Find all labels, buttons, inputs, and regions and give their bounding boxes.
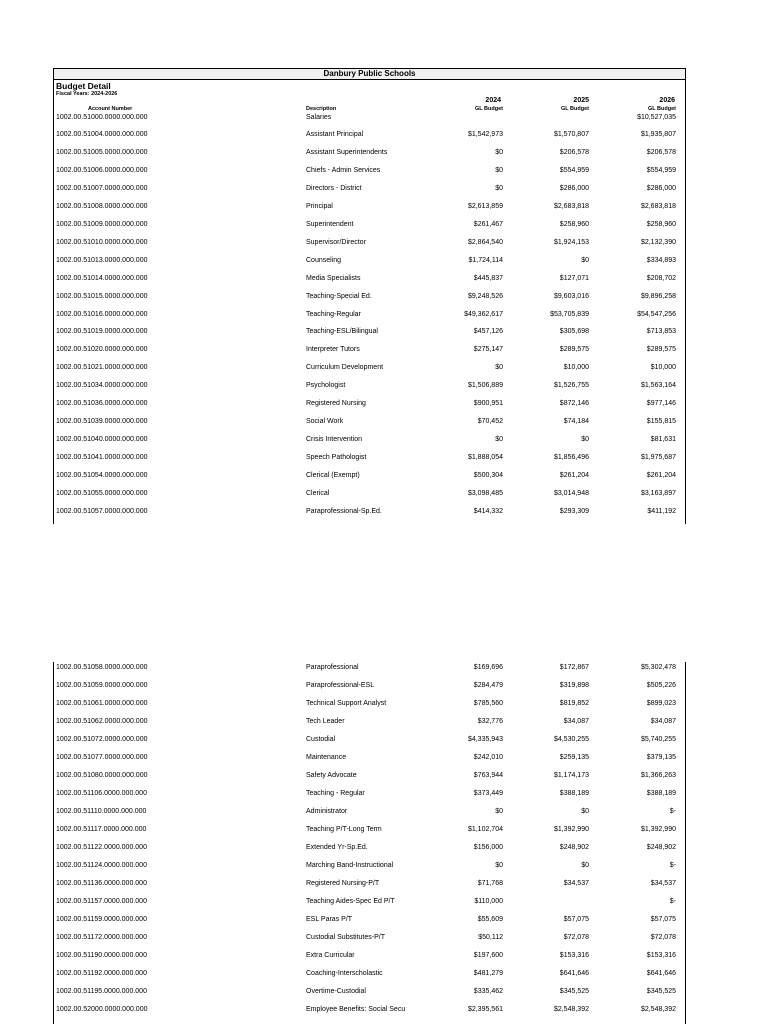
account-number-cell: 1002.00.51008.0000.000.000 xyxy=(56,202,148,210)
table-row xyxy=(54,148,685,158)
gl-budget-2025-cell: $34,537 xyxy=(563,880,589,887)
description-cell: Administrator xyxy=(306,808,348,815)
gl-budget-2025-cell: $2,683,818 xyxy=(553,202,589,210)
description-cell: Registered Nursing xyxy=(306,400,366,408)
report-page-2 xyxy=(53,662,686,1024)
account-number-cell: 1002.00.51122.0000.000.000 xyxy=(56,844,147,851)
table-row xyxy=(54,310,685,320)
account-number-cell: 1002.00.51005.0000.000.000 xyxy=(56,148,148,156)
gl-budget-2025-cell: $289,575 xyxy=(559,346,589,354)
gl-budget-2024-cell: $900,951 xyxy=(473,400,503,408)
gl-budget-2025-cell: $3,014,948 xyxy=(553,490,589,497)
account-number-cell: 1002.00.51004.0000.000.000 xyxy=(56,131,148,138)
gl-budget-2026-cell: $388,189 xyxy=(646,790,676,797)
report-title: Budget Detail xyxy=(56,81,111,91)
gl-budget-2024-cell: $4,335,943 xyxy=(467,736,503,743)
gl-budget-2024-cell: $55,609 xyxy=(477,916,503,923)
gl-budget-2025-cell: $1,392,990 xyxy=(553,826,589,833)
gl-budget-2025-cell: $4,530,255 xyxy=(553,736,589,743)
year-2025-header: 2025 xyxy=(573,97,589,104)
gl-budget-2026-cell: $10,527,035 xyxy=(637,114,676,121)
table-row xyxy=(54,861,685,871)
account-number-cell: 1002.00.51039.0000.000.000 xyxy=(56,418,148,426)
description-cell: Teaching-Regular xyxy=(306,310,361,318)
table-row xyxy=(54,274,685,284)
account-number-cell: 1002.00.51019.0000.000.000 xyxy=(56,328,148,336)
description-cell: Chiefs - Admin Services xyxy=(306,166,381,174)
table-row xyxy=(54,753,685,763)
account-number-cell: 1002.00.51010.0000.000.000 xyxy=(56,238,148,246)
gl-budget-2026-cell: $5,740,255 xyxy=(640,736,676,743)
description-cell: Salaries xyxy=(306,114,332,121)
description-cell: Teaching Aides-Spec Ed P/T xyxy=(306,898,395,905)
account-number-cell: 1002.00.51054.0000.000.000 xyxy=(56,472,148,480)
gl-budget-2026-cell: $248,902 xyxy=(646,844,676,851)
description-cell: Registered Nursing-P/T xyxy=(306,880,380,887)
account-number-cell: 1002.00.51136.0000.000.000 xyxy=(56,880,147,887)
gl-budget-2025-cell: $305,698 xyxy=(559,328,589,336)
table-row xyxy=(54,663,685,673)
description-cell: Teaching P/T-Long Term xyxy=(306,826,382,833)
description-cell: Crisis Intervention xyxy=(306,436,363,444)
table-row xyxy=(54,113,685,123)
table-row xyxy=(54,166,685,176)
table-row xyxy=(54,220,685,230)
gl-budget-2025-cell: $127,071 xyxy=(559,274,589,282)
gl-budget-2025-cell: $1,570,807 xyxy=(553,131,589,138)
gl-budget-2024-cell: $457,126 xyxy=(473,328,503,336)
gl-budget-2025-cell: $286,000 xyxy=(559,184,589,192)
gl-budget-2025-cell: $259,135 xyxy=(559,754,589,761)
table-row xyxy=(54,879,685,889)
gl-budget-2025-cell: $9,603,016 xyxy=(553,292,589,300)
gl-budget-2026-cell: $554,959 xyxy=(646,166,676,174)
description-cell: Social Work xyxy=(306,418,344,426)
description-cell: Directors - District xyxy=(306,184,362,192)
description-cell: Clerical (Exempt) xyxy=(306,472,360,480)
table-row xyxy=(54,933,685,943)
table-row xyxy=(54,951,685,961)
account-number-cell: 1002.00.51040.0000.000.000 xyxy=(56,436,148,444)
account-number-cell: 1002.00.51014.0000.000.000 xyxy=(56,274,148,282)
account-number-cell: 1002.00.51007.0000.000.000 xyxy=(56,184,148,192)
gl-budget-2025-cell: $10,000 xyxy=(563,364,589,372)
account-number-cell: 1002.00.51055.0000.000.000 xyxy=(56,490,148,497)
description-cell: Media Specialists xyxy=(306,274,361,282)
fiscal-years-label: Fiscal Years: 2024-2026 xyxy=(56,91,118,97)
account-number-cell: 1002.00.51016.0000.000.000 xyxy=(56,310,148,318)
gl-budget-2025-cell: $261,204 xyxy=(559,472,589,480)
gl-budget-2026-cell: $977,146 xyxy=(646,400,676,408)
gl-budget-2026-cell: $261,204 xyxy=(646,472,676,480)
gl-budget-2026-cell: $1,392,990 xyxy=(640,826,676,833)
account-number-cell: 1002.00.51061.0000.000.000 xyxy=(56,700,148,707)
gl-budget-2025-cell: $258,960 xyxy=(559,220,589,228)
gl-budget-2025-cell: $153,316 xyxy=(559,952,589,959)
gl-budget-2025-cell: $1,924,153 xyxy=(553,238,589,246)
gl-budget-2025-cell: $819,852 xyxy=(559,700,589,707)
gl-budget-2025-cell: $0 xyxy=(581,436,589,444)
gl-budget-2024-cell: $500,304 xyxy=(473,472,503,480)
account-number-cell: 1002.00.52000.0000.000.000 xyxy=(56,1006,148,1013)
description-cell: Psychologist xyxy=(306,382,346,390)
gl-budget-2026-cell: $208,702 xyxy=(646,274,676,282)
description-cell: Paraprofessional-ESL xyxy=(306,682,375,689)
gl-budget-2024-cell: $284,479 xyxy=(473,682,503,689)
gl-budget-2026-cell: $2,548,392 xyxy=(640,1006,676,1013)
account-number-cell: 1002.00.51006.0000.000.000 xyxy=(56,166,148,174)
description-cell: Speech Pathologist xyxy=(306,454,367,462)
table-row xyxy=(54,130,685,140)
gl-budget-2024-cell: $71,768 xyxy=(477,880,503,887)
gl-budget-2024-cell: $414,332 xyxy=(473,507,503,515)
gl-budget-2026-cell: $334,893 xyxy=(646,256,676,264)
table-row xyxy=(54,184,685,194)
table-row xyxy=(54,471,685,481)
gl-budget-2024-cell: $1,888,054 xyxy=(467,454,503,462)
gl-budget-2024-cell: $49,362,617 xyxy=(464,310,503,318)
account-number-cell: 1002.00.51192.0000.000.000 xyxy=(56,970,147,977)
gl-budget-2024-cell: $32,776 xyxy=(477,718,503,725)
gl-budget-2025-cell: $53,705,839 xyxy=(550,310,589,318)
account-number-cell: 1002.00.51106.0000.000.000 xyxy=(56,790,147,797)
table-row xyxy=(54,292,685,302)
description-cell: Assistant Superintendents xyxy=(306,148,388,156)
gl-budget-2026-cell: $206,578 xyxy=(646,148,676,156)
gl-budget-2024-cell: $0 xyxy=(495,148,503,156)
gl-budget-2026-cell: $345,525 xyxy=(646,988,676,995)
description-cell: Supervisor/Director xyxy=(306,238,366,246)
gl-budget-2024-cell: $1,506,889 xyxy=(467,382,503,390)
gl-budget-2024-cell: $2,864,540 xyxy=(467,238,503,246)
account-number-cell: 1002.00.51080.0000.000.000 xyxy=(56,772,148,779)
gl-budget-2026-cell: $1,563,164 xyxy=(640,382,676,390)
gl-budget-2024-cell: $275,147 xyxy=(473,346,503,354)
description-cell: Curriculum Development xyxy=(306,364,384,372)
table-row xyxy=(54,771,685,781)
table-row xyxy=(54,969,685,979)
gl-budget-2024-cell: $197,600 xyxy=(473,952,503,959)
gl-budget-2025-cell: $641,646 xyxy=(559,970,589,977)
table-row xyxy=(54,735,685,745)
account-number-cell: 1002.00.51190.0000.000.000 xyxy=(56,952,147,959)
gl-budget-2024-cell: $1,724,114 xyxy=(468,256,503,264)
gl-budget-2025-cell: $319,898 xyxy=(559,682,589,689)
description-cell: Custodial xyxy=(306,736,336,743)
gl-budget-2025-cell: $172,867 xyxy=(559,664,589,671)
account-number-cell: 1002.00.51015.0000.000.000 xyxy=(56,292,148,300)
account-number-cell: 1002.00.51020.0000.000.000 xyxy=(56,346,148,354)
gl-budget-2026-cell: $34,087 xyxy=(650,718,676,725)
gl-budget-2025-cell: $74,184 xyxy=(563,418,589,426)
gl-budget-2026-cell: $258,960 xyxy=(646,220,676,228)
gl-budget-2025-cell: $34,087 xyxy=(563,718,589,725)
account-number-cell: 1002.00.51159.0000.000.000 xyxy=(56,916,147,923)
table-row xyxy=(54,1005,685,1015)
gl-budget-2025-cell: $0 xyxy=(581,808,589,815)
gl-budget-2025-cell: $0 xyxy=(581,862,589,869)
gl-budget-2026-cell: $153,316 xyxy=(646,952,676,959)
account-number-cell: 1002.00.51062.0000.000.000 xyxy=(56,718,148,725)
description-header: Description xyxy=(306,106,337,112)
gl-budget-2026-cell: $10,000 xyxy=(650,364,676,372)
gl-budget-2024-cell: $261,467 xyxy=(473,220,503,228)
gl-budget-2026-cell: $2,132,390 xyxy=(640,238,676,246)
gl-budget-2024-cell: $2,613,859 xyxy=(467,202,503,210)
gl-budget-2026-cell: $9,896,258 xyxy=(640,292,676,300)
year-2026-header: 2026 xyxy=(659,97,675,104)
table-row xyxy=(54,417,685,427)
account-number-cell: 1002.00.51195.0000.000.000 xyxy=(56,988,147,995)
gl-budget-2026-cell: $72,078 xyxy=(650,934,676,941)
description-cell: Extra Curricular xyxy=(306,952,355,959)
account-number-cell: 1002.00.51117.0000.000.000 xyxy=(56,826,147,833)
gl-budget-2026-cell: $289,575 xyxy=(646,346,676,354)
gl-budget-2024-cell: $1,542,973 xyxy=(467,131,503,138)
gl-budget-2026-cell: $- xyxy=(669,808,676,815)
table-row xyxy=(54,202,685,212)
gl-budget-2024-cell: $335,462 xyxy=(473,988,503,995)
gl-budget-2026-cell: $1,935,807 xyxy=(640,131,676,138)
account-number-cell: 1002.00.51059.0000.000.000 xyxy=(56,682,148,689)
description-cell: Custodial Substitutes-P/T xyxy=(306,934,385,941)
gl-budget-2026-cell: $34,537 xyxy=(650,880,676,887)
report-org-title: Danbury Public Schools xyxy=(54,69,685,80)
description-cell: Employee Benefits: Social Secu xyxy=(306,1006,406,1013)
description-cell: Maintenance xyxy=(306,754,347,761)
gl-budget-2026-cell: $286,000 xyxy=(646,184,676,192)
report-page-1 xyxy=(53,68,686,524)
account-number-cell: 1002.00.51036.0000.000.000 xyxy=(56,400,148,408)
gl-budget-2026-cell: $2,683,818 xyxy=(640,202,676,210)
gl-budget-2024-cell: $50,112 xyxy=(478,934,503,941)
description-cell: Paraprofessional xyxy=(306,664,359,671)
gl-budget-2026-cell: $641,646 xyxy=(646,970,676,977)
gl-budget-2024-cell: $9,248,526 xyxy=(467,292,503,300)
gl-budget-2026-cell: $505,226 xyxy=(646,682,676,689)
table-row xyxy=(54,717,685,727)
table-row xyxy=(54,897,685,907)
gl-budget-2025-cell: $0 xyxy=(581,256,589,264)
gl-budget-2024-cell: $373,449 xyxy=(473,790,503,797)
gl-budget-2025-cell: $554,959 xyxy=(559,166,589,174)
year-2024-header: 2024 xyxy=(485,97,501,104)
description-cell: Safety Advocate xyxy=(306,772,357,779)
description-cell: Principal xyxy=(306,202,333,210)
gl-budget-2025-cell: $72,078 xyxy=(563,934,589,941)
table-row xyxy=(54,987,685,997)
gl-budget-2026-cell: $899,023 xyxy=(646,700,676,707)
description-cell: Teaching-ESL/Bilingual xyxy=(306,328,378,336)
gl-budget-2024-header: GL Budget xyxy=(474,106,503,112)
table-row xyxy=(54,915,685,925)
description-cell: ESL Paras P/T xyxy=(306,916,353,923)
table-row xyxy=(54,681,685,691)
gl-budget-2024-cell: $110,000 xyxy=(474,898,503,905)
gl-budget-2025-cell: $57,075 xyxy=(563,916,589,923)
gl-budget-2026-cell: $411,192 xyxy=(647,507,676,515)
gl-budget-2025-cell: $1,174,173 xyxy=(553,772,589,779)
table-row xyxy=(54,381,685,391)
gl-budget-2026-header: GL Budget xyxy=(647,106,676,112)
gl-budget-2024-cell: $3,098,485 xyxy=(467,490,503,497)
table-row xyxy=(54,825,685,835)
gl-budget-2024-cell: $445,837 xyxy=(473,274,503,282)
table-row xyxy=(54,256,685,266)
gl-budget-2024-cell: $2,395,561 xyxy=(467,1006,503,1013)
gl-budget-2026-cell: $713,853 xyxy=(646,328,676,336)
description-cell: Counseling xyxy=(306,256,342,264)
description-cell: Superintendent xyxy=(306,220,354,228)
gl-budget-2024-cell: $1,102,704 xyxy=(467,826,503,833)
gl-budget-2026-cell: $81,631 xyxy=(650,436,676,444)
gl-budget-2024-cell: $0 xyxy=(495,184,503,192)
description-cell: Tech Leader xyxy=(306,718,345,725)
account-number-cell: 1002.00.51013.0000.000.000 xyxy=(56,256,148,264)
gl-budget-2026-cell: $- xyxy=(669,898,676,905)
gl-budget-2026-cell: $155,815 xyxy=(646,418,676,426)
description-cell: Coaching-Interscholastic xyxy=(306,970,383,977)
gl-budget-2024-cell: $242,010 xyxy=(473,754,503,761)
gl-budget-2024-cell: $0 xyxy=(495,808,503,815)
account-number-cell: 1002.00.51057.0000.000.000 xyxy=(56,507,148,515)
account-number-cell: 1002.00.51124.0000.000.000 xyxy=(56,862,147,869)
gl-budget-2025-cell: $206,578 xyxy=(559,148,589,156)
account-number-cell: 1002.00.51000.0000.000.000 xyxy=(56,114,148,121)
gl-budget-2025-cell: $2,548,392 xyxy=(553,1006,589,1013)
table-row xyxy=(54,843,685,853)
table-row xyxy=(54,327,685,337)
gl-budget-2026-cell: $- xyxy=(669,862,676,869)
gl-budget-2026-cell: $54,547,256 xyxy=(637,310,676,318)
gl-budget-2026-cell: $379,135 xyxy=(646,754,676,761)
account-number-cell: 1002.00.51172.0000.000.000 xyxy=(56,934,147,941)
table-row xyxy=(54,238,685,248)
gl-budget-2025-cell: $1,856,496 xyxy=(553,454,589,462)
description-cell: Teaching - Regular xyxy=(306,790,365,797)
description-cell: Assistant Principal xyxy=(306,131,364,138)
gl-budget-2026-cell: $5,302,478 xyxy=(640,664,676,671)
gl-budget-2024-cell: $785,560 xyxy=(473,700,503,707)
gl-budget-2024-cell: $0 xyxy=(495,166,503,174)
gl-budget-2025-cell: $293,309 xyxy=(559,507,589,515)
description-cell: Teaching-Special Ed. xyxy=(306,292,372,300)
description-cell: Technical Support Analyst xyxy=(306,700,387,707)
gl-budget-2024-cell: $0 xyxy=(495,364,503,372)
table-row xyxy=(54,807,685,817)
account-number-cell: 1002.00.51009.0000.000.000 xyxy=(56,220,148,228)
table-row xyxy=(54,489,685,499)
account-number-cell: 1002.00.51058.0000.000.000 xyxy=(56,664,148,671)
account-number-header: Account Number xyxy=(88,106,133,112)
gl-budget-2026-cell: $57,075 xyxy=(650,916,676,923)
gl-budget-2024-cell: $156,000 xyxy=(473,844,503,851)
gl-budget-2024-cell: $763,944 xyxy=(473,772,503,779)
account-number-cell: 1002.00.51077.0000.000.000 xyxy=(56,754,148,761)
description-cell: Clerical xyxy=(306,490,330,497)
description-cell: Extended Yr-Sp.Ed. xyxy=(306,844,368,851)
description-cell: Overtime-Custodial xyxy=(306,988,366,995)
table-row xyxy=(54,345,685,355)
account-number-cell: 1002.00.51034.0000.000.000 xyxy=(56,382,148,390)
table-row xyxy=(54,363,685,373)
table-row xyxy=(54,399,685,409)
gl-budget-2026-cell: $1,366,263 xyxy=(640,772,676,779)
table-row xyxy=(54,507,685,517)
gl-budget-2026-cell: $1,975,687 xyxy=(640,454,676,462)
account-number-cell: 1002.00.51041.0000.000.000 xyxy=(56,454,148,462)
description-cell: Paraprofessional-Sp.Ed. xyxy=(306,507,382,515)
gl-budget-2025-cell: $872,146 xyxy=(559,400,589,408)
gl-budget-2024-cell: $0 xyxy=(495,862,503,869)
gl-budget-2024-cell: $70,452 xyxy=(477,418,503,426)
gl-budget-2025-cell: $388,189 xyxy=(559,790,589,797)
gl-budget-2025-cell: $345,525 xyxy=(559,988,589,995)
gl-budget-2024-cell: $169,696 xyxy=(473,664,503,671)
description-cell: Interpreter Tutors xyxy=(306,346,360,354)
table-row xyxy=(54,453,685,463)
gl-budget-2026-cell: $3,163,897 xyxy=(640,490,676,497)
description-cell: Marching Band-Instructional xyxy=(306,862,394,869)
gl-budget-2024-cell: $0 xyxy=(495,436,503,444)
gl-budget-2025-cell: $248,902 xyxy=(559,844,589,851)
account-number-cell: 1002.00.51072.0000.000.000 xyxy=(56,736,148,743)
account-number-cell: 1002.00.51157.0000.000.000 xyxy=(56,898,147,905)
gl-budget-2025-header: GL Budget xyxy=(560,106,589,112)
account-number-cell: 1002.00.51021.0000.000.000 xyxy=(56,364,148,372)
table-row xyxy=(54,435,685,445)
gl-budget-2024-cell: $481,279 xyxy=(473,970,503,977)
table-row xyxy=(54,699,685,709)
account-number-cell: 1002.00.51110.0000.000.000 xyxy=(56,808,147,815)
table-row xyxy=(54,789,685,799)
gl-budget-2025-cell: $1,526,755 xyxy=(553,382,589,390)
